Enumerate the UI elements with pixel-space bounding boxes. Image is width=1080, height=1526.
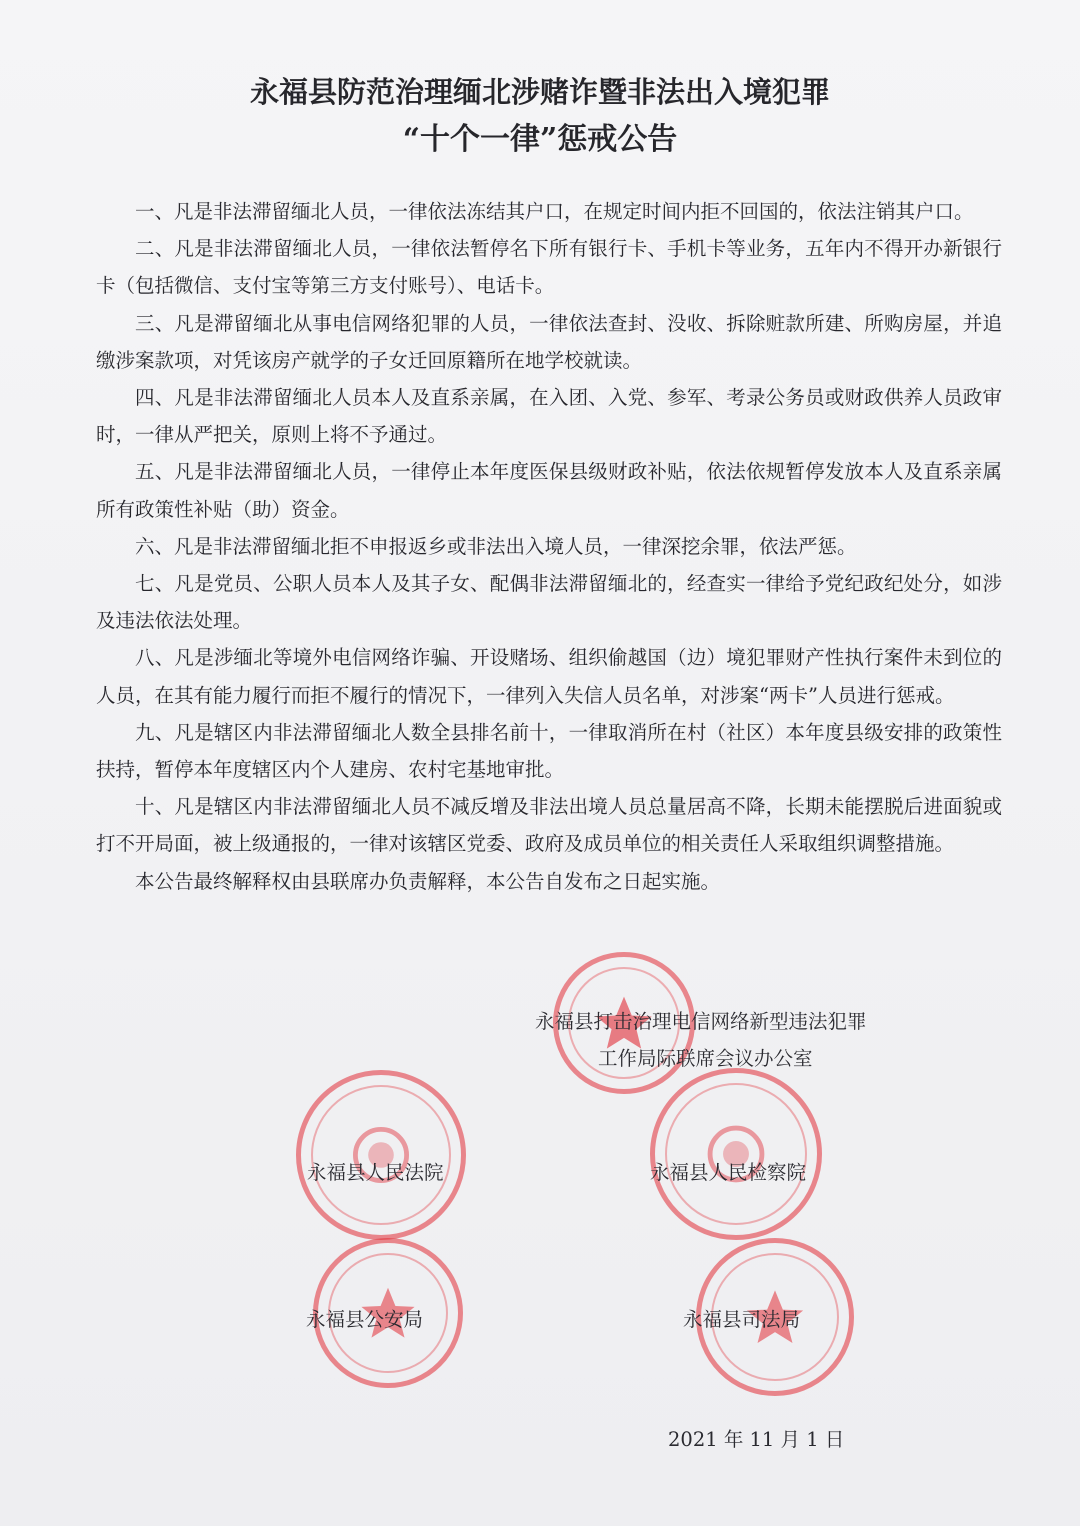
clause-10: 十、凡是辖区内非法滞留缅北人员不减反增及非法出境人员总量居高不降，长期未能摆脱后进面貌或打不开局面，被上级通报的，一律对该辖区党委、政府及成员单位的相关责任人采取组织调整措施。 (96, 795, 1002, 856)
clause-5: 五、凡是非法滞留缅北人员，一律停止本年度医保县级财政补贴，依法依规暂停发放本人及直系亲属所有政策性补贴（助）资金。 (96, 460, 1002, 521)
signatory-court: 永福县人民法院 (307, 1161, 444, 1184)
document-title-line1: 永福县防范治理缅北涉赌诈暨非法出入境犯罪 (249, 75, 830, 109)
clause-9: 九、凡是辖区内非法滞留缅北人数全县排名前十，一律取消所在村（社区）本年度县级安排的政策性扶持，暂停本年度辖区内个人建房、农村宅基地审批。 (96, 720, 1002, 782)
clause-8: 八、凡是涉缅北等境外电信网络诈骗、开设赌场、组织偷越国（边）境犯罪财产性执行案件未到位的人员，在其有能力履行而拒不履行的情况下，一律列入失信人员名单，对涉案“两卡”人员进行惩戒。 (96, 646, 1002, 707)
court-seal-stamp (296, 1070, 466, 1240)
clause-2: 二、凡是非法滞留缅北人员，一律依法暂停名下所有银行卡、手机卡等业务，五年内不得开办新银行卡（包括微信、支付宝等第三方支付账号）、电话卡。 (96, 237, 1002, 298)
closing-statement: 本公告最终解释权由县联席办负责解释，本公告自发布之日起实施。 (135, 869, 721, 893)
signatory-justice: 永福县司法局 (683, 1308, 801, 1331)
document-title-line2: “十个一律”惩戒公告 (402, 122, 678, 157)
issue-date: 2021 年 11 月 1 日 (668, 1428, 845, 1451)
clause-3: 三、凡是滞留缅北从事电信网络犯罪的人员，一律依法查封、没收、拆除赃款所建、所购房屋，并追缴涉案款项，对凭该房产就学的子女迁回原籍所在地学校就读。 (96, 311, 1002, 372)
signatory-procuratorate: 永福县人民检察院 (650, 1161, 807, 1184)
clause-1: 一、凡是非法滞留缅北人员，一律依法冻结其户口，在规定时间内拒不回国的，依法注销其户口。 (135, 200, 974, 223)
clause-7: 七、凡是党员、公职人员本人及其子女、配偶非法滞留缅北的，经查实一律给予党纪政纪处分，如涉及违法依法处理。 (96, 572, 1002, 633)
clause-6: 六、凡是非法滞留缅北拒不申报返乡或非法出入境人员，一律深挖余罪，依法严惩。 (135, 534, 857, 558)
procuratorate-seal-stamp (650, 1068, 822, 1240)
signatory-office-line1: 永福县打击治理电信网络新型违法犯罪 (535, 1010, 867, 1033)
signatory-police: 永福县公安局 (306, 1308, 424, 1331)
clause-4: 四、凡是非法滞留缅北人员本人及直系亲属，在入团、入党、参军、考录公务员或财政供养人员政审时，一律从严把关，原则上将不予通过。 (96, 386, 1002, 447)
signatory-office-line2: 工作局际联席会议办公室 (598, 1047, 813, 1070)
announcement-body (96, 193, 1002, 900)
